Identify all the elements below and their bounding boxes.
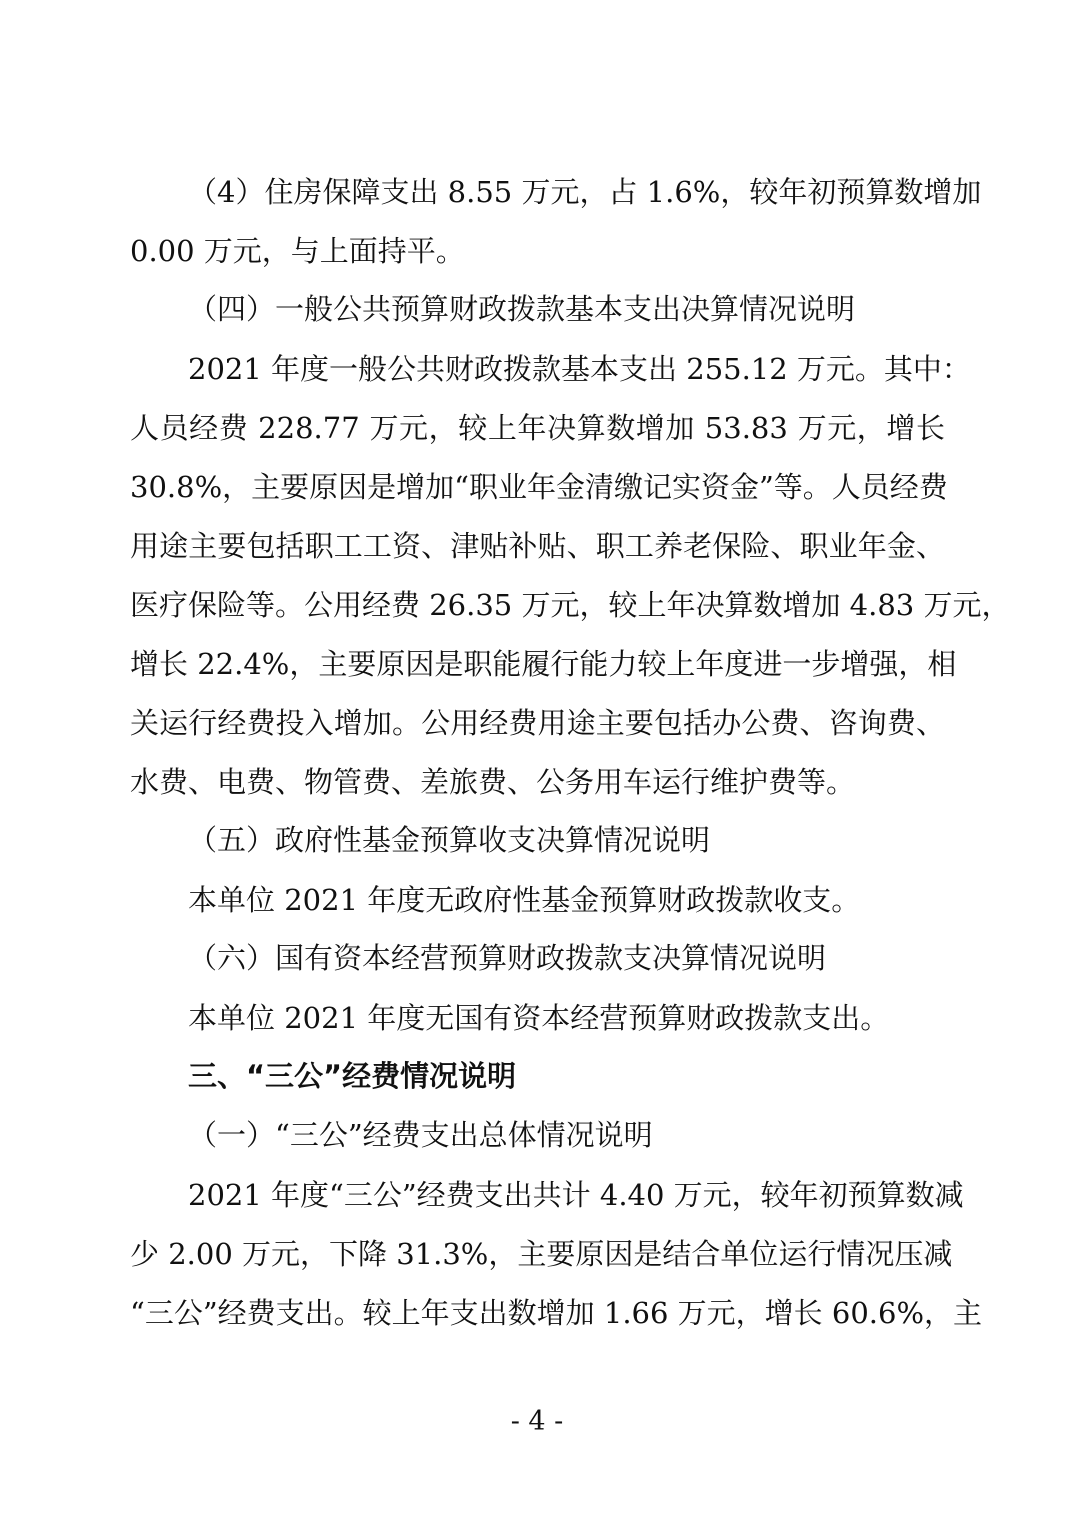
chapter-heading-three-public: 三、“三公”经费情况说明 [188, 1059, 517, 1093]
body-line-housing-expense-cont: 0.00 万元，与上面持平。 [130, 234, 465, 268]
body-line-public-growth: 增长 22.4%，主要原因是职能履行能力较上年度进一步增强，相 [130, 647, 957, 681]
body-line-personnel-usage: 用途主要包括职工工资、津贴补贴、职工养老保险、职业年金、 [130, 529, 945, 563]
body-line-basic-expenditure-total: 2021 年度一般公共财政拨款基本支出 255.12 万元。其中： [188, 352, 971, 386]
body-line-housing-expense: （4）住房保障支出 8.55 万元，占 1.6%，较年初预算数增加 [188, 175, 982, 209]
body-line-public-usage: 关运行经费投入增加。公用经费用途主要包括办公费、咨询费、 [130, 706, 945, 740]
body-line-government-fund: 本单位 2021 年度无政府性基金预算财政拨款收支。 [188, 883, 861, 917]
body-line-public-expense: 医疗保险等。公用经费 26.35 万元，较上年决算数增加 4.83 万元， [130, 588, 1011, 622]
section-heading-state-capital: （六）国有资本经营预算财政拨款支决算情况说明 [188, 941, 827, 975]
section-heading-basic-expenditure: （四）一般公共预算财政拨款基本支出决算情况说明 [188, 292, 856, 326]
body-line-public-usage-cont: 水费、电费、物管费、差旅费、公务用车运行维护费等。 [130, 765, 856, 799]
body-line-personnel-expense: 人员经费 228.77 万元，较上年决算数增加 53.83 万元，增长 [130, 411, 945, 445]
body-line-state-capital: 本单位 2021 年度无国有资本经营预算财政拨款支出。 [188, 1001, 890, 1035]
body-line-three-public-total: 2021 年度“三公”经费支出共计 4.40 万元，较年初预算数减 [188, 1178, 964, 1212]
section-heading-three-public-overview: （一）“三公”经费支出总体情况说明 [188, 1118, 653, 1152]
body-line-personnel-reason: 30.8%，主要原因是增加“职业年金清缴记实资金”等。人员经费 [130, 470, 948, 504]
section-heading-government-fund: （五）政府性基金预算收支决算情况说明 [188, 823, 711, 857]
page-number: - 4 - [510, 1406, 564, 1437]
body-line-three-public-decrease: 少 2.00 万元，下降 31.3%，主要原因是结合单位运行情况压减 [130, 1237, 953, 1271]
body-line-three-public-increase: “三公”经费支出。较上年支出数增加 1.66 万元，增长 60.6%，主 [130, 1296, 983, 1330]
